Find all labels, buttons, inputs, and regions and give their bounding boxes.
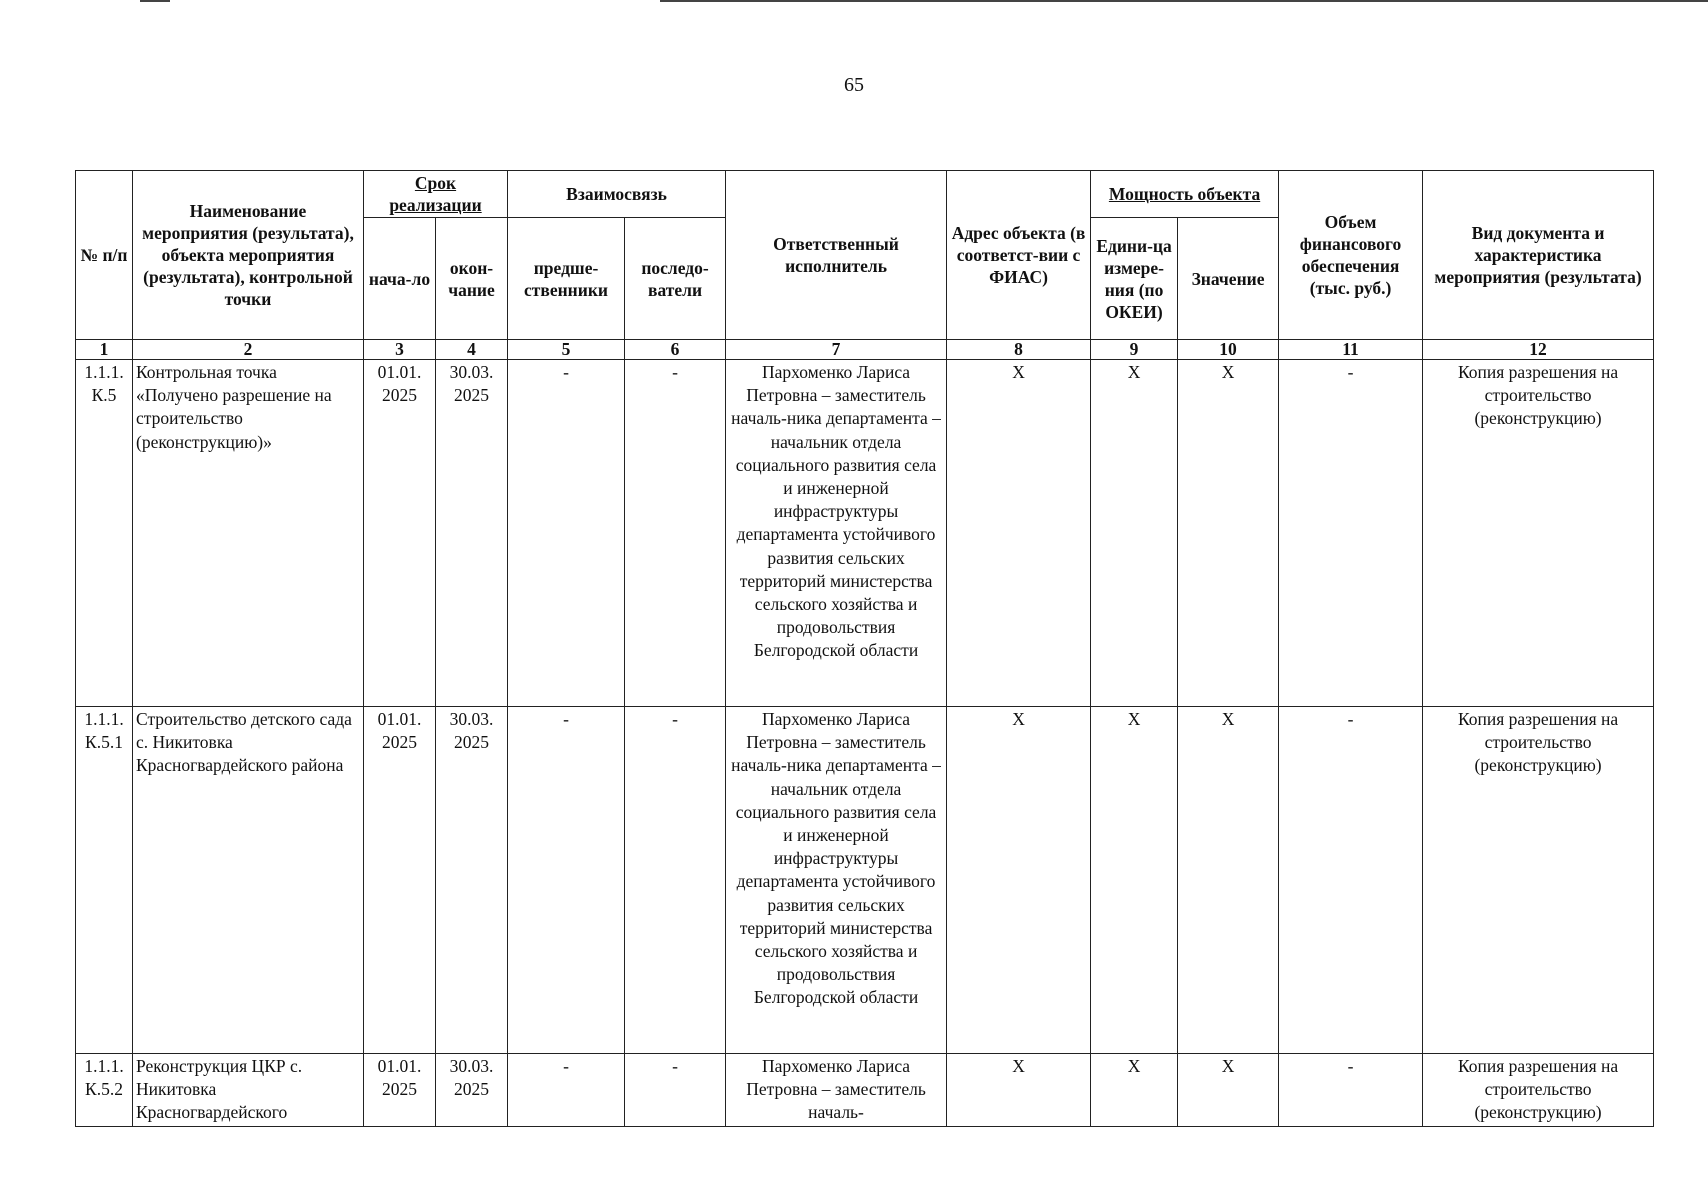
table-header	[76, 171, 1654, 360]
cell-responsible: Пархоменко Лариса Петровна – заместитель началь-	[726, 1054, 947, 1127]
activity-plan-table	[75, 170, 1654, 1127]
cell-value: X	[1178, 1054, 1279, 1127]
cell-prev: -	[508, 707, 625, 1054]
header-term-end: окон-чание	[436, 218, 508, 340]
header-term-start: нача-ло	[364, 218, 436, 340]
header-link-prev: предше-ственники	[508, 218, 625, 340]
col-number: 6	[625, 340, 726, 360]
cell-start: 01.01. 2025	[364, 707, 436, 1054]
cell-unit: X	[1091, 360, 1178, 707]
cell-finance: -	[1279, 707, 1423, 1054]
col-number: 2	[133, 340, 364, 360]
cell-next: -	[625, 707, 726, 1054]
col-number: 9	[1091, 340, 1178, 360]
header-power-value: Значение	[1178, 218, 1279, 340]
table-row	[76, 360, 1654, 707]
cell-start: 01.01. 2025	[364, 360, 436, 707]
col-number: 5	[508, 340, 625, 360]
header-no: № п/п	[76, 171, 133, 340]
cell-value: X	[1178, 360, 1279, 707]
col-number: 4	[436, 340, 508, 360]
cell-unit: X	[1091, 1054, 1178, 1127]
cell-start: 01.01. 2025	[364, 1054, 436, 1127]
cell-name: Контрольная точка «Получено разрешение на строительство (реконструкцию)»	[133, 360, 364, 707]
col-number: 8	[947, 340, 1091, 360]
cell-next: -	[625, 360, 726, 707]
col-number: 7	[726, 340, 947, 360]
header-link-next: последо-ватели	[625, 218, 726, 340]
cell-document: Копия разрешения на строительство (реконструкцию)	[1423, 1054, 1654, 1127]
top-rule-left	[140, 0, 170, 2]
cell-document: Копия разрешения на строительство (реконструкцию)	[1423, 360, 1654, 707]
cell-finance: -	[1279, 1054, 1423, 1127]
cell-address: X	[947, 1054, 1091, 1127]
cell-next: -	[625, 1054, 726, 1127]
col-number: 12	[1423, 340, 1654, 360]
header-finance: Объем финансового обеспечения (тыс. руб.)	[1279, 171, 1423, 340]
table-row	[76, 707, 1654, 1054]
header-address: Адрес объекта (в соответст-вии с ФИАС)	[947, 171, 1091, 340]
cell-address: X	[947, 360, 1091, 707]
header-name: Наименование мероприятия (результата), объекта мероприятия (результата), контрольной точки	[133, 171, 364, 340]
header-link: Взаимосвязь	[508, 171, 726, 218]
cell-end: 30.03. 2025	[436, 707, 508, 1054]
header-power-unit: Едини-ца измере-ния (по ОКЕИ)	[1091, 218, 1178, 340]
cell-unit: X	[1091, 707, 1178, 1054]
cell-document: Копия разрешения на строительство (реконструкцию)	[1423, 707, 1654, 1054]
cell-address: X	[947, 707, 1091, 1054]
cell-end: 30.03. 2025	[436, 360, 508, 707]
cell-no: 1.1.1. К.5.2	[76, 1054, 133, 1127]
cell-end: 30.03. 2025	[436, 1054, 508, 1127]
header-document: Вид документа и характеристика мероприятия (результата)	[1423, 171, 1654, 340]
col-number: 3	[364, 340, 436, 360]
cell-name: Строительство детского сада с. Никитовка Красногвардейского района	[133, 707, 364, 1054]
col-number: 11	[1279, 340, 1423, 360]
page-number: 65	[844, 74, 864, 96]
cell-prev: -	[508, 360, 625, 707]
table-row	[76, 1054, 1654, 1127]
col-number: 1	[76, 340, 133, 360]
top-rule-right	[660, 0, 1708, 2]
header-responsible: Ответственный исполнитель	[726, 171, 947, 340]
cell-no: 1.1.1. К.5	[76, 360, 133, 707]
cell-value: X	[1178, 707, 1279, 1054]
cell-responsible: Пархоменко Лариса Петровна – заместитель началь-ника департамента – начальник отдела социального развития села и инженерной инфраструктуры департамента устойчивого развития сельских территорий министерства сельского хозяйства и продовольствия Белгородской области	[726, 360, 947, 707]
cell-responsible: Пархоменко Лариса Петровна – заместитель началь-ника департамента – начальник отдела социального развития села и инженерной инфраструктуры департамента устойчивого развития сельских территорий министерства сельского хозяйства и продовольствия Белгородской области	[726, 707, 947, 1054]
column-number-row	[76, 340, 1654, 360]
cell-finance: -	[1279, 360, 1423, 707]
col-number: 10	[1178, 340, 1279, 360]
header-term: Срок реализации	[364, 171, 508, 218]
cell-name: Реконструкция ЦКР с. Никитовка Красногвардейского	[133, 1054, 364, 1127]
header-power: Мощность объекта	[1091, 171, 1279, 218]
cell-prev: -	[508, 1054, 625, 1127]
cell-no: 1.1.1. К.5.1	[76, 707, 133, 1054]
